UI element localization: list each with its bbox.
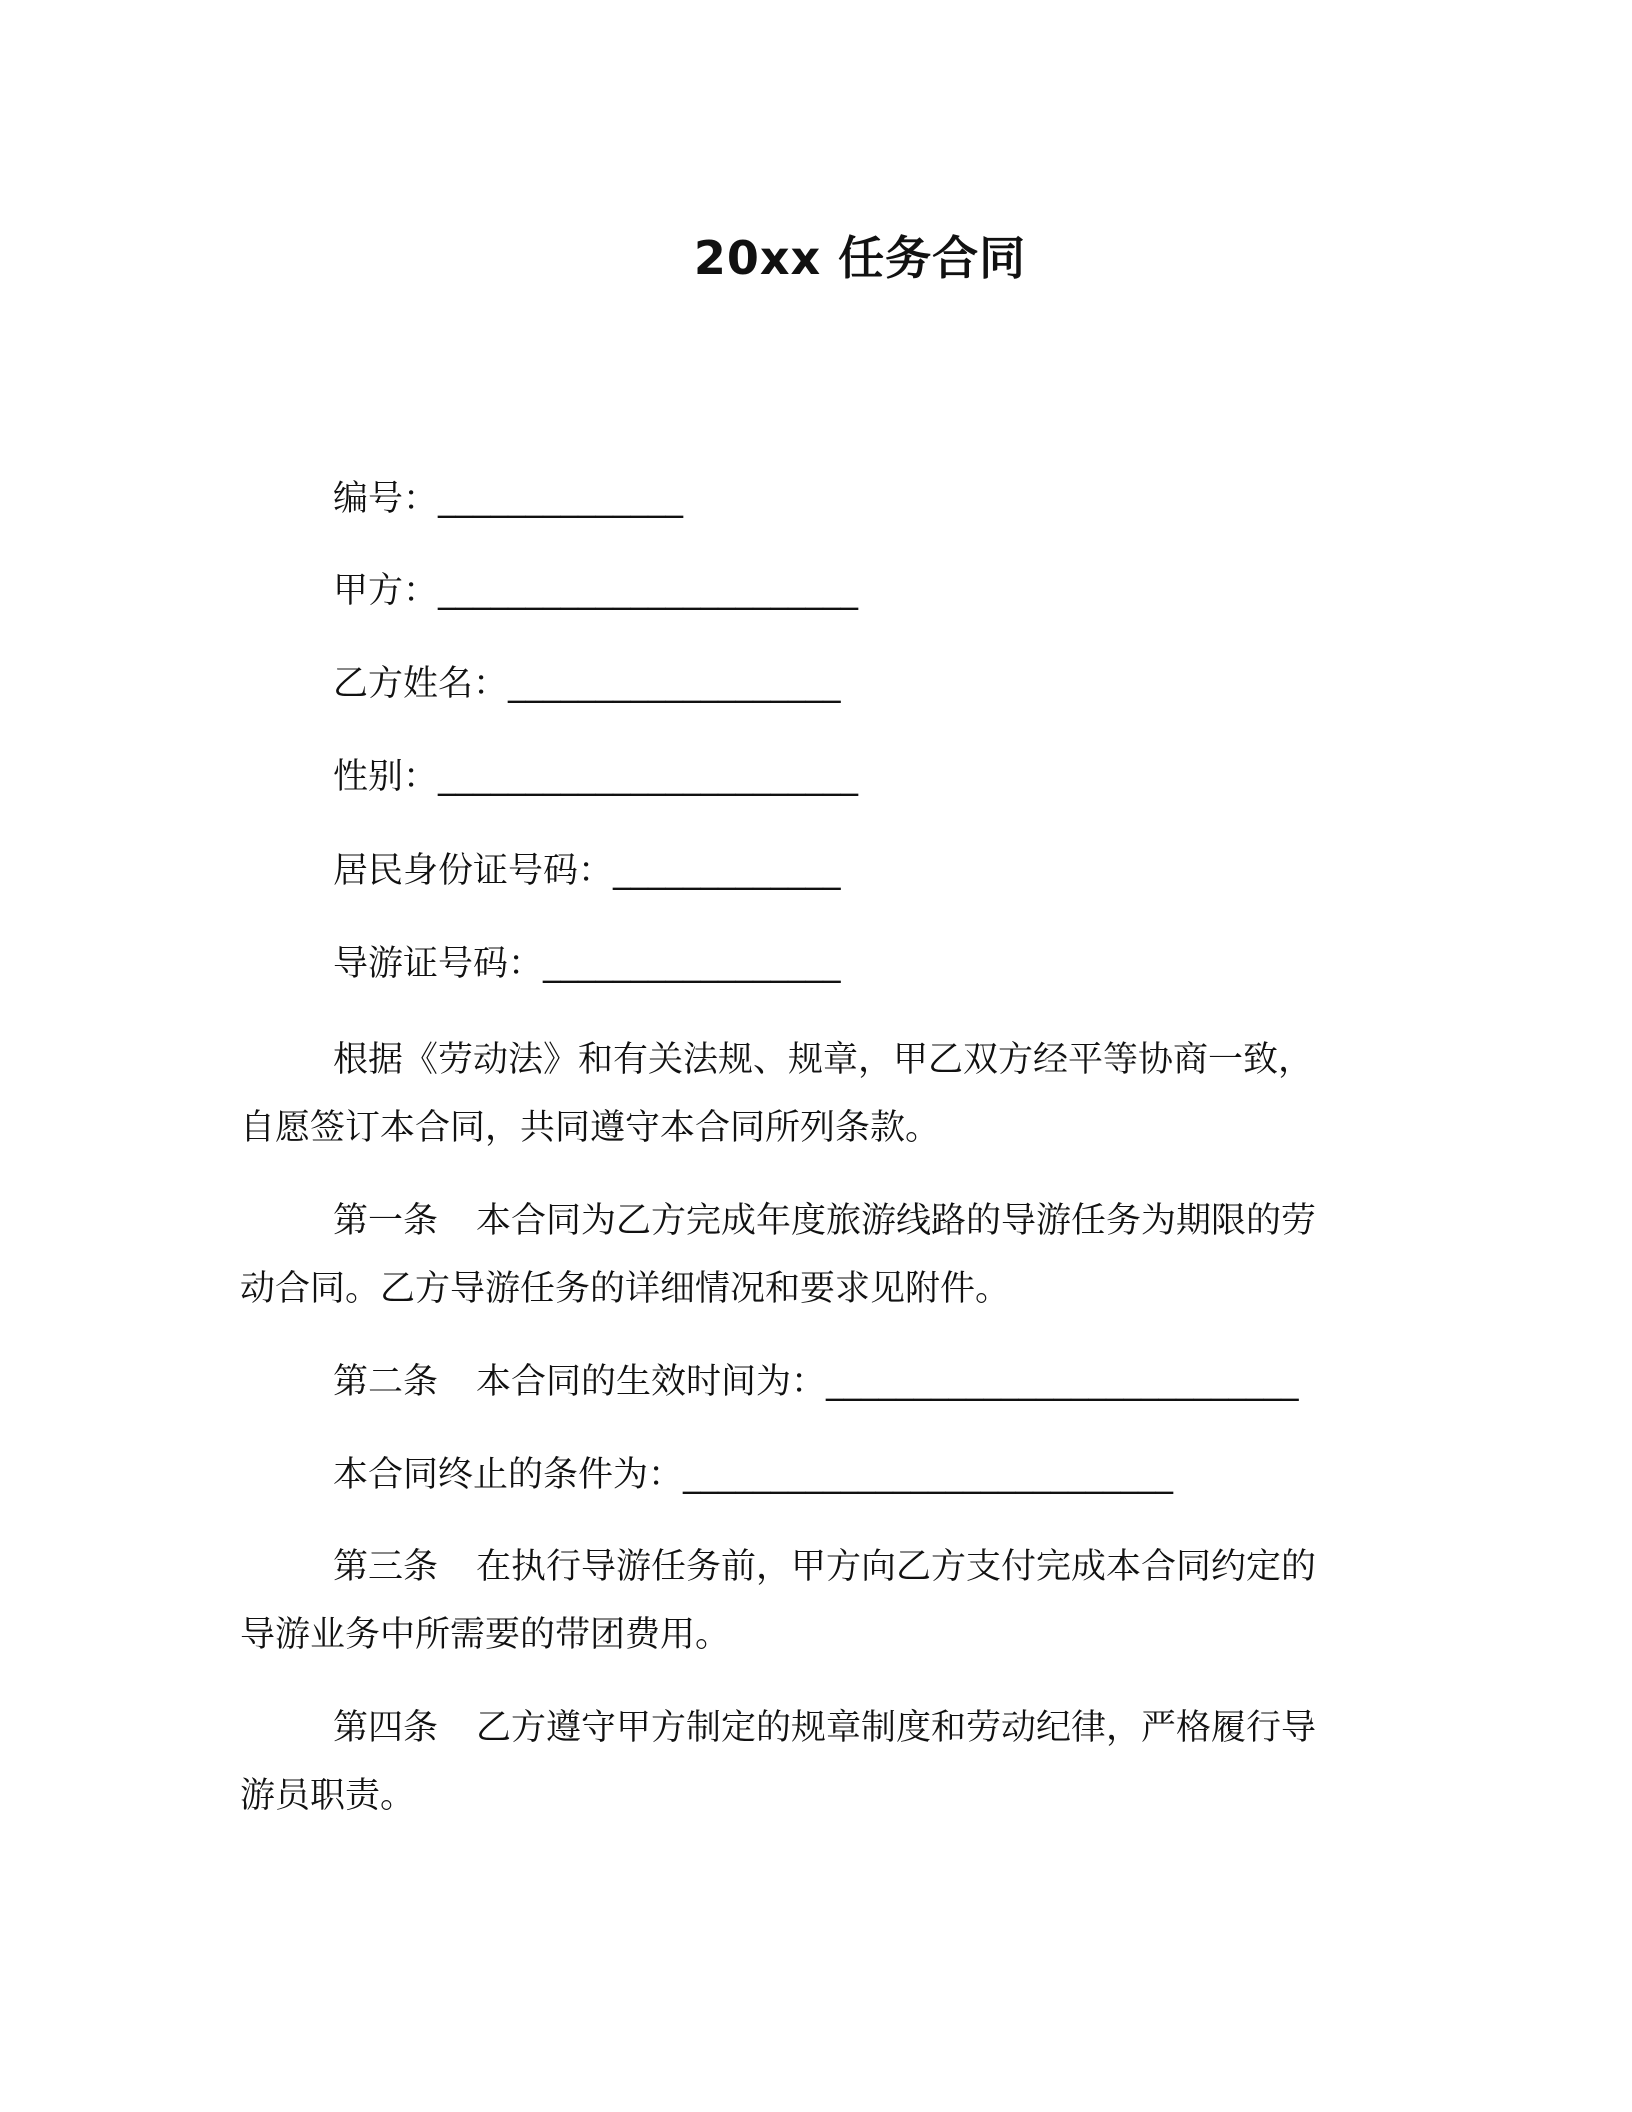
article-text: 本合同终止的条件为： (333, 1455, 684, 1495)
field-blank: _____________ (613, 851, 841, 891)
field-party-b-name (333, 660, 841, 708)
field-blank: ___________________ (508, 664, 841, 704)
field-blank: ________________________ (438, 571, 859, 611)
paragraph-line: 本合同为乙方完成年度旅游线路的导游任务为期限的劳 (476, 1201, 1317, 1241)
field-label: 甲方： (333, 571, 439, 611)
article-heading: 第二条 (333, 1362, 439, 1402)
article-heading: 第一条 (333, 1201, 439, 1241)
article-text: 本合同的生效时间为： (476, 1362, 827, 1402)
article-heading: 第四条 (333, 1708, 439, 1748)
document-title: 20xx 任务合同 (693, 231, 1027, 285)
field-label: 乙方姓名： (333, 664, 509, 704)
termination-clause (240, 1441, 1380, 1509)
field-blank: ____________________________ (683, 1455, 1174, 1495)
field-label: 编号： (333, 479, 439, 519)
paragraph-line: 根据《劳动法》和有关法规、规章，甲乙双方经平等协商一致， (333, 1040, 1314, 1080)
field-blank: _________________ (543, 944, 841, 984)
paragraph-line: 在执行导游任务前，甲方向乙方支付完成本合同约定的 (476, 1547, 1317, 1587)
field-label: 性别： (333, 757, 439, 797)
field-id-number (333, 847, 841, 895)
field-label: 居民身份证号码： (333, 851, 614, 891)
field-guide-license (333, 940, 841, 988)
field-blank: ________________________ (438, 757, 859, 797)
paragraph-line: 动合同。乙方导游任务的详细情况和要求见附件。 (240, 1269, 1011, 1309)
paragraph-line: 乙方遵守甲方制定的规章制度和劳动纪律，严格履行导 (476, 1708, 1317, 1748)
paragraph-line: 自愿签订本合同，共同遵守本合同所列条款。 (240, 1108, 941, 1148)
article-heading: 第三条 (333, 1547, 439, 1587)
article-2 (240, 1348, 1380, 1416)
article-4 (240, 1694, 1380, 1830)
article-3 (240, 1533, 1380, 1669)
paragraph-line: 游员职责。 (240, 1776, 416, 1816)
field-party-a (333, 567, 858, 615)
field-label: 导游证号码： (333, 944, 544, 984)
field-number (333, 475, 683, 523)
field-blank: ___________________________ (826, 1362, 1299, 1402)
field-gender (333, 753, 858, 801)
paragraph-line: 导游业务中所需要的带团费用。 (240, 1615, 731, 1655)
preamble-paragraph (240, 1026, 1380, 1162)
field-blank: ______________ (438, 479, 684, 519)
article-1 (240, 1187, 1380, 1323)
